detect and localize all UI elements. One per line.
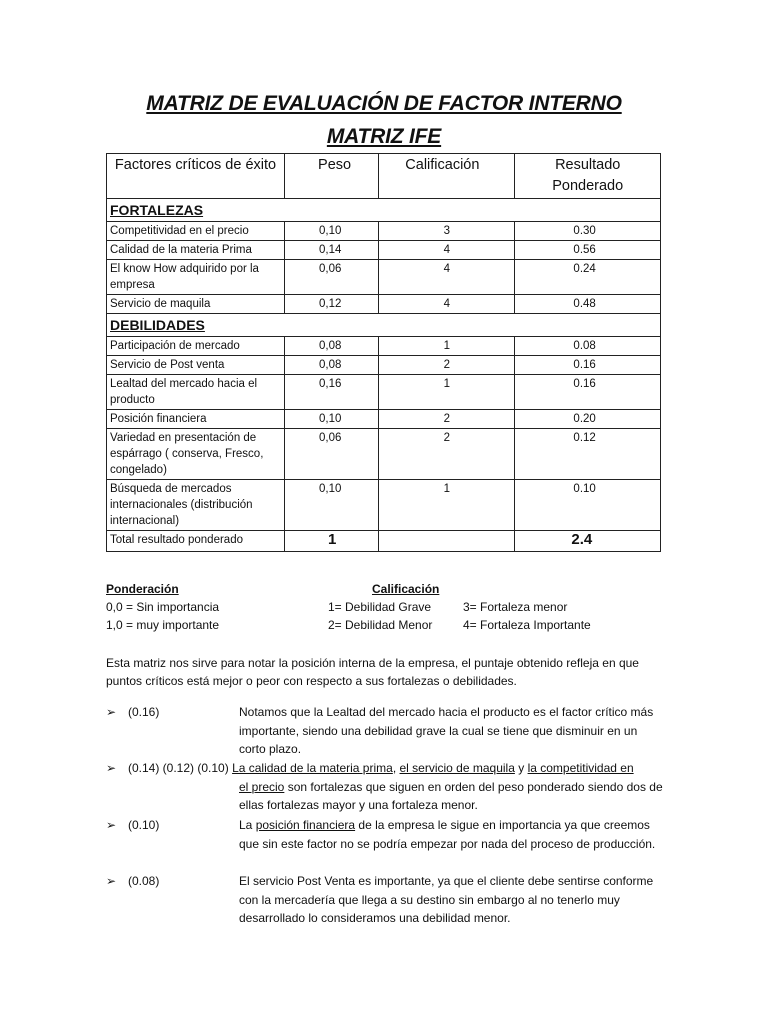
cell-factor: El know How adquirido por la empresa xyxy=(107,260,285,295)
cell-peso: 0,16 xyxy=(285,375,379,410)
section-row-fortalezas xyxy=(107,199,661,222)
cell-factor: Calidad de la materia Prima xyxy=(107,241,285,260)
underlined-term: la competitividad en xyxy=(527,761,634,775)
cell-calificacion: 4 xyxy=(379,260,515,295)
cell-calificacion: 3 xyxy=(379,222,515,241)
bullet-value: (0.16) xyxy=(128,705,160,719)
arrow-bullet-icon: ➢ xyxy=(106,761,117,775)
section-label-fortalezas: FORTALEZAS xyxy=(107,199,661,222)
underlined-term: La calidad de la materia prima xyxy=(232,761,393,775)
table-row xyxy=(107,429,661,480)
cell-resultado: 0.24 xyxy=(515,260,661,295)
cell-factor: Servicio de maquila xyxy=(107,295,285,314)
cell-peso: 0,08 xyxy=(285,337,379,356)
calificacion-item: 4= Fortaleza Importante xyxy=(463,618,591,632)
cell-resultado: 0.16 xyxy=(515,356,661,375)
table-row xyxy=(107,375,661,410)
cell-resultado: 0.56 xyxy=(515,241,661,260)
cell-factor: Servicio de Post venta xyxy=(107,356,285,375)
calificacion-title: Calificación xyxy=(372,582,440,596)
bullet-continuation xyxy=(128,778,666,815)
cell-factor: Participación de mercado xyxy=(107,337,285,356)
table-row xyxy=(107,222,661,241)
bullet-rest: son fortalezas que siguen en orden del peso ponderado siendo dos de ellas fortalezas mayor y una fortaleza menor. xyxy=(239,779,663,812)
bullet-rest: de la empresa le sigue en importancia ya que creemos que sin este factor no se podría empezar por nada del proceso de producción. xyxy=(239,818,656,851)
cell-peso: 0,10 xyxy=(285,410,379,429)
calificacion-item: 3= Fortaleza menor xyxy=(463,600,568,614)
bullet-text xyxy=(106,759,666,815)
cell-factor: Búsqueda de mercados internacionales (distribución internacional) xyxy=(107,480,285,531)
total-label: Total resultado ponderado xyxy=(107,531,285,552)
cell-factor: Lealtad del mercado hacia el producto xyxy=(107,375,285,410)
cell-calificacion: 2 xyxy=(379,429,515,480)
header-resultado: Resultado Ponderado xyxy=(515,154,661,199)
calificacion-item: 1= Debilidad Grave xyxy=(328,600,432,614)
cell-calificacion: 4 xyxy=(379,241,515,260)
separator: , xyxy=(392,761,400,775)
table-header-row xyxy=(107,154,661,199)
calificacion-item: 2= Debilidad Menor xyxy=(328,618,433,632)
cell-factor: Variedad en presentación de espárrago ( conserva, Fresco, congelado) xyxy=(107,429,285,480)
table-row xyxy=(107,241,661,260)
cell-calificacion: 2 xyxy=(379,356,515,375)
table-row xyxy=(107,337,661,356)
arrow-bullet-icon: ➢ xyxy=(106,874,117,888)
cell-resultado: 0.10 xyxy=(515,480,661,531)
header-factor: Factores críticos de éxito xyxy=(107,154,285,199)
cell-resultado: 0.48 xyxy=(515,295,661,314)
table-total-row xyxy=(107,531,661,552)
bullet-text: Notamos que la Lealtad del mercado hacia el producto es el factor crítico más importante, siendo una debilidad grave la cual se tiene que disminuir en un corto plazo. xyxy=(239,705,654,756)
cell-resultado: 0.16 xyxy=(515,375,661,410)
cell-calificacion: 1 xyxy=(379,337,515,356)
underlined-term: el precio xyxy=(239,779,285,794)
cell-factor: Posición financiera xyxy=(107,410,285,429)
cell-resultado: 0.20 xyxy=(515,410,661,429)
bullet-pre: La xyxy=(239,818,256,832)
bullet-value: (0.14) (0.12) (0.10) xyxy=(128,761,229,775)
bullet-text: El servicio Post Venta es importante, ya que el cliente debe sentirse conforme con la mercadería que llega a su destino sin embargo al no tenerlo muy desarrollado lo consideramos una debilidad menor. xyxy=(239,874,654,925)
cell-peso: 0,14 xyxy=(285,241,379,260)
cell-resultado: 0.08 xyxy=(515,337,661,356)
cell-peso: 0,10 xyxy=(285,480,379,531)
intro-paragraph: Esta matriz nos sirve para notar la posición interna de la empresa, el puntaje obtenido refleja en que puntos críticos está mejor o peor con respecto a sus fortalezas o debilidades. xyxy=(106,656,639,688)
table-row xyxy=(107,260,661,295)
table-row xyxy=(107,295,661,314)
total-resultado: 2.4 xyxy=(515,531,661,552)
cell-peso: 0,10 xyxy=(285,222,379,241)
cell-calificacion: 1 xyxy=(379,480,515,531)
document-subtitle: MATRIZ IFE xyxy=(326,125,442,148)
separator: y xyxy=(514,761,528,775)
bullet-text xyxy=(239,816,666,853)
underlined-term: posición financiera xyxy=(255,818,356,832)
cell-calificacion: 4 xyxy=(379,295,515,314)
ponderacion-title: Ponderación xyxy=(106,582,179,596)
cell-calificacion: 2 xyxy=(379,410,515,429)
ponderacion-item: 1,0 = muy importante xyxy=(106,618,220,632)
section-label-debilidades: DEBILIDADES xyxy=(107,314,661,337)
bullet-value: (0.08) xyxy=(128,874,160,888)
cell-factor: Competitividad en el precio xyxy=(107,222,285,241)
arrow-bullet-icon: ➢ xyxy=(106,705,117,719)
ponderacion-item: 0,0 = Sin importancia xyxy=(106,600,220,614)
underlined-term: el servicio de maquila xyxy=(399,761,515,775)
total-calificacion xyxy=(379,531,515,552)
cell-peso: 0,08 xyxy=(285,356,379,375)
bullet-value: (0.10) xyxy=(128,818,160,832)
cell-resultado: 0.30 xyxy=(515,222,661,241)
cell-peso: 0,06 xyxy=(285,429,379,480)
table-row xyxy=(107,356,661,375)
cell-resultado: 0.12 xyxy=(515,429,661,480)
cell-peso: 0,06 xyxy=(285,260,379,295)
document-title: MATRIZ DE EVALUACIÓN DE FACTOR INTERNO xyxy=(146,92,622,115)
section-row-debilidades xyxy=(107,314,661,337)
arrow-bullet-icon: ➢ xyxy=(106,818,117,832)
header-peso: Peso xyxy=(285,154,379,199)
header-calificacion: Calificación xyxy=(379,154,515,199)
table-row xyxy=(107,410,661,429)
cell-peso: 0,12 xyxy=(285,295,379,314)
table-row xyxy=(107,480,661,531)
ife-matrix-table xyxy=(106,153,661,552)
cell-calificacion: 1 xyxy=(379,375,515,410)
total-peso: 1 xyxy=(285,531,379,552)
